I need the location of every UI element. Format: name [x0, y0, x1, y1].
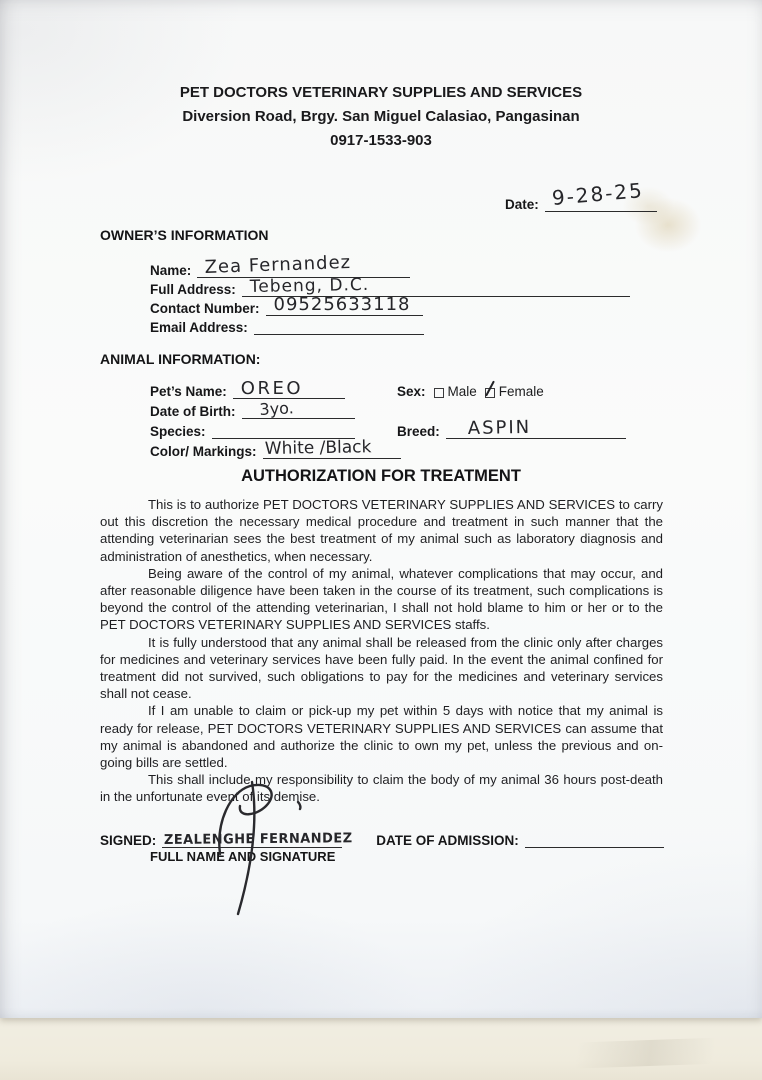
admission-date-line: [525, 832, 664, 848]
animal-section-heading: ANIMAL INFORMATION:: [100, 351, 261, 367]
sex-field: [397, 381, 544, 399]
date-of-birth-field: [150, 398, 355, 419]
pet-name-line: [233, 378, 345, 399]
sex-label: Sex:: [397, 384, 426, 399]
color-markings-line: [263, 437, 401, 459]
owner-name-field: [150, 251, 410, 278]
signed-label: SIGNED:: [100, 833, 157, 848]
color-markings-field: [150, 437, 401, 459]
breed-label: Breed:: [397, 424, 440, 439]
owner-address-label: Full Address:: [150, 282, 236, 297]
full-name-signature-caption: FULL NAME AND SIGNATURE: [150, 849, 336, 864]
signed-line: [162, 830, 353, 848]
female-check-mark: [485, 381, 495, 397]
color-markings-handwritten: White /Black: [264, 437, 372, 459]
owner-email-field: [150, 317, 424, 335]
owner-name-handwritten: Zea Fernandez: [204, 251, 352, 278]
clinic-phone: 0917-1533-903: [330, 132, 432, 149]
date-field: [505, 178, 657, 212]
date-of-birth-label: Date of Birth:: [150, 404, 236, 419]
color-markings-label: Color/ Markings:: [150, 444, 257, 459]
pet-name-label: Pet’s Name:: [150, 384, 227, 399]
owner-contact-field: [150, 294, 423, 316]
owner-email-line: [254, 319, 424, 335]
clinic-name: PET DOCTORS VETERINARY SUPPLIES AND SERVICES: [179, 84, 583, 101]
authorization-paragraph-1: This is to authorize PET DOCTORS VETERINARY SUPPLIES AND SERVICES to carry out this discretion the necessary medical procedure and treatment in such manner that the attending veterinarian sees the best treatment of my animal such as laboratory diagnosis and administration of anesthetics, when necessary.: [100, 497, 663, 564]
date-of-birth-line: [242, 398, 355, 419]
pet-name-handwritten: OREO: [240, 378, 303, 399]
breed-field: [397, 416, 626, 439]
owner-contact-line: [266, 294, 423, 316]
pet-name-field: [150, 378, 345, 399]
authorization-paragraph-5: This shall include my responsibility to claim the body of my animal 36 hours post-death in the unfortunate event of its demise.: [100, 772, 663, 805]
species-label: Species:: [150, 424, 206, 439]
owner-email-label: Email Address:: [150, 320, 248, 335]
owner-section-heading: OWNER’S INFORMATION: [100, 227, 269, 243]
admission-date-label: DATE OF ADMISSION:: [376, 833, 519, 848]
clinic-address: Diversion Road, Brgy. San Miguel Calasiao, Pangasinan: [182, 108, 580, 125]
breed-line: [446, 416, 626, 439]
signed-handwritten-name: ZEALENGHE FERNANDEZ: [164, 830, 353, 848]
date-label: Date:: [505, 197, 539, 212]
clinic-header: [0, 81, 762, 153]
date-of-birth-handwritten: 3yo.: [258, 398, 294, 419]
owner-name-label: Name:: [150, 263, 192, 278]
owner-contact-handwritten: 09525633118: [273, 294, 411, 315]
male-checkbox: [434, 388, 444, 398]
female-option-label: Female: [498, 384, 544, 399]
authorization-paragraph-4: If I am unable to claim or pick-up my pet within 5 days with notice that my animal is ready for release, PET DOCTORS VETERINARY SUPPLIES AND SERVICES can assume that my animal is abandoned and authorize the clinic to own my pet, unless the previous and on-going bills are settled.: [100, 703, 663, 771]
date-handwritten-value: 9-28-25: [550, 178, 645, 210]
date-line: [545, 178, 657, 212]
species-field: [150, 421, 355, 439]
signature-row: [100, 830, 664, 848]
species-line: [212, 423, 355, 439]
authorization-paragraph-2: Being aware of the control of my animal, whatever complications that may occur, and after reasonable diligence have been taken in the course of its treatment, such complications is beyond the control of the attending veterinarian, I shall not hold blame to him or her or to the PET DOCTORS VETERINARY SUPPLIES AND SERVICES staffs.: [100, 565, 663, 633]
owner-address-handwritten: Tebeng, D.C.: [249, 274, 370, 297]
female-checkbox: [485, 388, 495, 398]
authorization-body: [100, 496, 663, 806]
male-option-label: Male: [447, 384, 477, 399]
breed-handwritten: ASPIN: [467, 416, 532, 439]
authorization-heading: AUTHORIZATION FOR TREATMENT: [241, 467, 521, 485]
owner-contact-label: Contact Number:: [150, 301, 260, 316]
authorization-paragraph-3: It is fully understood that any animal shall be released from the clinic only after charges for medicines and veterinary services have been fully paid. In the event the animal confined for treatment did not survived, such obligations to pay for the medicines and veterinary services shall not cease.: [100, 634, 663, 702]
